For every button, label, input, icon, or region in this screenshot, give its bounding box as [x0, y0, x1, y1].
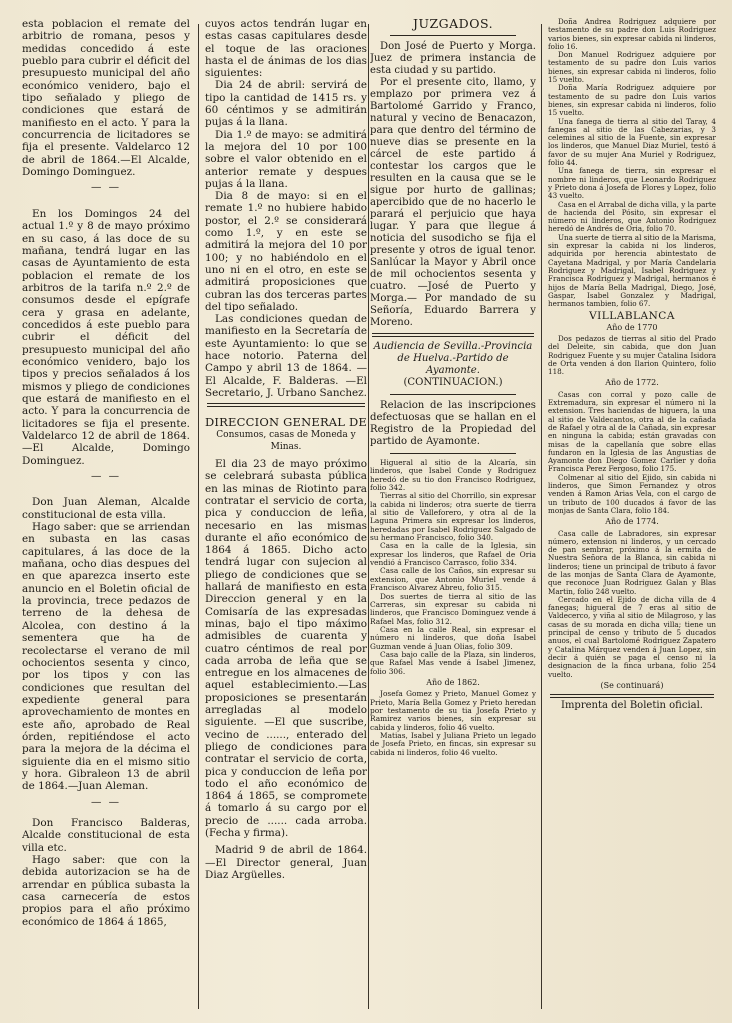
- rule: [390, 453, 516, 454]
- entry: Don Manuel Rodriguez adquiere por testamento de su padre don Luis varios bienes, sin expresar cabida ni linderos, folio 15 vuelto.: [548, 50, 716, 85]
- paragraph: Dia 8 de mayo: si en el remate 1.º no hubiere habido postor, el 2.º se considerará como 1.º, y en este se admitirá la mejora del 10 por 100; y no habiéndolo en el uno ni en el otro, en este se admitirá proposiciones que cubran las dos terceras partes del tipo señalado.: [205, 190, 367, 313]
- continuation-label: (CONTINUACION.): [403, 377, 503, 388]
- entry: Doña María Rodriguez adquiere por testamento de su padre don Luis varios bienes, sin expresar cabida ni linderos, folio 15 vuelto.: [548, 83, 716, 118]
- paragraph: Por el presente cito, llamo, y emplazo por primera vez á Bartolomé Garrido y Franco, natural y vecino de Benacazon, para que dentro del término de nueve dias se presente en la cárcel de este partido á contestar los cargos que le resulten en la causa que se le sigue por hurto de gallinas; apercibido que de no hacerlo le parará el perjuicio que haya lugar. Y para que llegue á noticia del susodicho se fija el presente y otros de igual tenor. Sanlúcar la Mayor y Abril once de mil ochocientos sesenta y cuatro. —José de Puerto y Morga.— Por mandado de su Señoría, Eduardo Barrera y Moreno.: [370, 77, 536, 328]
- notice-heading: Don Juan Aleman, Alcalde constitucional de esta villa.: [22, 496, 190, 521]
- column-3: [370, 18, 536, 1018]
- section-rule: [207, 403, 365, 407]
- entry: Una suerte de tierra al sitio de la Marisma, sin expresar la cabida ni los linderos, adquirida por herencia abintestato de Cayetana Madrigal, y por María Candelaria Rodriguez y Madrigal, Isabel Rodriguez y Francisca Rodriguez y Madrigal, hermanos é hijos de María Bella Madrigal, Diego, José, Gaspar, Isabel Gonzalez y Madrigal, hermanos tambien, folio 67.: [548, 232, 716, 309]
- paragraph: Las condiciones quedan de manifiesto en la Secretaría de este Ayuntamiento: lo que se hace notorio. Paterna del Campo y abril 13 de 1864. —El Alcalde, F. Balderas. —El Secretario, J. Urbano Sanchez.: [205, 313, 367, 399]
- column-rule: [198, 24, 199, 1009]
- entry: Casa en el Arrabal de dicha villa, y la parte de hacienda del Pósito, sin expresar el número ni linderos, que Antonio Rodriguez heredó de Andrés de Oria, folio 70.: [548, 199, 716, 234]
- year-heading: Año de 1774.: [605, 517, 659, 527]
- paragraph: Hago saber: que con la debida autorizacion se ha de arrendar en pública subasta la casa carnecería de estos propios para el año próximo económico de 1864 á 1865,: [22, 854, 190, 928]
- paragraph: esta poblacion el remate del arbitrio de romana, pesos y medidas concedido á este pueblo para cubrir el déficit del presupuesto municipal del año económico venidero, bajo el tipo señalado y pliego de condiciones que estará de manifiesto en el acto. Y para la concurrencia de licitadores se fija el presente. Valdelarco 12 de abril de 1864.—El Alcalde, Domingo Dominguez.: [22, 18, 190, 179]
- entry: Casa bajo calle de la Plaza, sin linderos, que Rafael Mas vende á Isabel Jimenez, folio 306.: [370, 649, 536, 676]
- section-heading: JUZGADOS.: [412, 18, 494, 31]
- paragraph: El dia 23 de mayo próximo se celebrará subasta pública en las minas de Riotinto para contratar el servicio de corta, pica y conduccion de leña, necesario en las mismas durante el año económico de 1864 á 1865. Dicho acto tendrá lugar con sujecion al pliego de condiciones que se hallará de manifiesto en esta Direccion general y en la Comisaría de las expresadas minas, bajo el tipo máximo admisibles de cuarenta y cuatro céntimos de real por cada arroba de leña que se entregue en los almacenes de aquel establecimiento.—Las proposiciones se presentarán arregladas al modelo siguiente. —El que suscribe, vecino de ......, enterado del pliego de condiciones para contratar el servicio de corta, pica y conduccion de leña por todo el año económico de 1864 á 1865, se compromete á tomarlo á su cargo por el precio de ...... cada arroba. (Fecha y firma).: [205, 458, 367, 839]
- entry: Dos pedazos de tierras al sitio del Prado del Deleite, sin cabida, que don Juan Rodriguez Fuente y su mujer Catalina Isidora de Orta venden á don Ilarion Quintero, folio 118.: [548, 333, 716, 377]
- year-heading: Año de 1862.: [426, 677, 480, 687]
- rule: [390, 394, 516, 395]
- entry: Doña Andrea Rodriguez adquiere por testamento de su padre don Luis Rodriguez varios bienes, sin expresar cabida ni linderos, folio 16.: [548, 18, 716, 51]
- section-subheading: Consumos, casas de Moneda y Minas.: [216, 429, 356, 452]
- paragraph: Dia 1.º de mayo: se admitirá la mejora del 10 por 100 sobre el valor obtenido en el anterior remate y despues pujas á la llana.: [205, 128, 367, 190]
- entry: Dos suertes de tierra al sitio de las Carreras, sin expresar su cabida ni linderos, que Francisco Dominguez vende á Rafael Mas, folio 312.: [370, 591, 536, 626]
- entry: Casa calle de Labradores, sin expresar número, extension ni linderos, y un cercado de pan sembrar, próximo á la ermita de Nuestra Señora de la Blanca, sin cabida ni linderos; tiene un principal de tributo á favor de las monjas de Santa Clara de Ayamonte, que reconoce Juan Rodriguez Galan y Blas Martin, folio 248 vuelto.: [548, 528, 716, 596]
- entry: Higueral al sitio de la Alcaría, sin linderos, que Isabel Conde y Rodriguez heredó de su tio don Francisco Rodriguez, folio 342.: [370, 458, 536, 493]
- entry: Casas con corral y pozo calle de Extremadura, sin expresar el número ni la extension. Tres haciendas de higuera, la una al sitio de Valdecantos, otra al de la cañada de Rafael y otra al de la Cañada, sin expresar en ninguna la cabida; están gravadas con misas de la capellanía que sobre ellas fundaron en la Iglesia de las Angustias de Ayamonte don Diego Gomez Carlier y doña Francisca Perez Fergoso, folio 175.: [548, 389, 716, 474]
- section-heading: DIRECCION GENERAL DE: [205, 415, 367, 430]
- entry: Casa en la calle de la Iglesia, sin expresar los linderos, que Rafael de Oria vendió á Francisco Carrasco, folio 334.: [370, 541, 536, 568]
- entry: Matias, Isabel y Juliana Prieto un legado de Josefa Prieto, en fincas, sin expresar su cabida ni linderos, folio 46 vuelto.: [370, 731, 536, 757]
- entry: Tierras al sitio del Chorrillo, sin expresar la cabida ni linderos; otra suerte de tierra al sitio de Valleforero, y otra al de la Laguna Primera sin expresar los linderos, heredadas por Isabel Rodriguez Salgado de su hermano Francisco, folio 340.: [370, 491, 536, 543]
- entry: Una fanega de tierra, sin expresar el nombre ni linderos, que Leonardo Rodriguez y Prieto dona á Josefa de Flores y Lopez, folio 43 vuelto.: [548, 166, 716, 201]
- column-4: [548, 18, 716, 1018]
- notice-heading: Don Francisco Balderas, Alcalde constitucional de esta villa etc.: [22, 816, 190, 854]
- column-rule: [368, 24, 369, 1009]
- separator: — —: [90, 181, 122, 194]
- entry: Casa en la calle Real, sin expresar el número ni linderos, que doña Isabel Guzman vende á Juan Olias, folio 309.: [370, 624, 536, 651]
- paragraph: Hago saber: que se arriendan en subasta en las casas capitulares, á las doce de la mañana, ocho dias despues del en que aparezca inserto este anuncio en el Boletin oficial de la provincia, trece pedazos de terreno de la dehesa de Alcolea, con destino á la sementera que ha de recolectarse el verano de mil ochocientos sesenta y cinco, por los tipos y con las condiciones que resultan del expediente general para aprovechamiento de montes en este año, aprobado de Real órden, repitiéndose el acto para la mejora de la décima el siguiente dia en el mismo sitio y hora. Gibraleon 13 de abril de 1864.—Juan Aleman.: [22, 521, 190, 793]
- paragraph: Relacion de las inscripciones defectuosas que se hallan en el Registro de la Propiedad del partido de Ayamonte.: [370, 400, 536, 447]
- continuation-label: (Se continuará): [600, 680, 664, 690]
- column-rule: [541, 24, 542, 1009]
- section-rule: [550, 694, 714, 698]
- column-2: [205, 18, 367, 1018]
- separator: — —: [90, 470, 122, 483]
- paragraph: cuyos actos tendrán lugar en estas casas capitulares desde el toque de las oraciones hasta el de ánimas de los dias siguientes:: [205, 18, 367, 80]
- rule: [390, 35, 516, 36]
- town-heading: VILLABLANCA: [589, 310, 675, 323]
- notice-heading: Don José de Puerto y Morga. Juez de primera instancia de esta ciudad y su partido.: [370, 41, 536, 76]
- separator: — —: [90, 795, 122, 808]
- paragraph: Madrid 9 de abril de 1864. —El Director general, Juan Diaz Argüelles.: [205, 844, 367, 881]
- section-rule: [372, 333, 534, 337]
- printer-imprint: Imprenta del Boletin oficial.: [561, 700, 703, 712]
- entry: Casa calle de los Caños, sin expresar su extension, que Antonio Muriel vende á Francisco Alvarez Abreu, folio 315.: [370, 566, 536, 593]
- section-title: Audiencia de Sevilla.-Provincia de Huelva.-Partido de Ayamonte.: [373, 341, 533, 376]
- column-1: [22, 18, 190, 1018]
- entry: Una fanega de tierra al sitio del Taray, 4 fanegas al sitio de las Cabezarias, y 3 celemines al sitio de la Fuente, sin expresar los linderos, que Manuel Diaz Muriel, testó á favor de su mujer Ana Muriel y Rodriguez, folio 44.: [548, 116, 716, 168]
- paragraph: Dia 24 de abril: servirá de tipo la cantidad de 1415 rs. y 60 céntimos y se admitirán pujas á la llana.: [205, 79, 367, 129]
- paragraph: En los Domingos 24 del actual 1.º y 8 de mayo próximo en su caso, á las doce de su mañana, tendrá lugar en las casas de Ayuntamiento de esta poblacion el remate de los arbitros de la tarifa n.º 2.º de consumos desde el epígrafe cera y grasa en adelante, concedidos á este pueblo para cubrir el déficit del presupuesto municipal del año económico venidero, bajo los tipos y precios señalados á los mismos y pliego de condiciones que estará de manifiesto en el acto. Y para la concurrencia de licitadores se fija el presente. Valdelarco 12 de abril de 1864. —El Alcalde, Domingo Dominguez.: [22, 207, 190, 467]
- entry: Josefa Gomez y Prieto, Manuel Gomez y Prieto, María Bella Gomez y Prieto heredan por testamento de su tia Josefa Prieto y Ramirez varios bienes, sin expresar su cabida y linderos, folio 46 vuelto.: [370, 689, 536, 732]
- year-heading: Año de 1770: [606, 322, 658, 332]
- entry: Cercado en el Ejido de dicha villa de 4 fanegas; higueral de 7 eras al sitio de Valdecerco, y viña al sitio de Milagroso, y las casas de su morada en dicha villa; tiene un principal de censo y tributo de 5 ducados anuos, el cual Bartolomé Rodriguez Zapatero y Catalina Márquez venden á Juan Lopez, sin decir á quién se paga el censo ni la designacion de la finca urbana, folio 254 vuelto.: [548, 594, 716, 679]
- entry: Colmenar al sitio del Ejido, sin cabida ni linderos, que Simon Fernandez y otros venden á Ramon Arias Vela, con el cargo de un tributo de 100 ducados á favor de las monjas de Santa Clara, folio 184.: [548, 472, 716, 515]
- year-heading: Año de 1772.: [605, 378, 659, 388]
